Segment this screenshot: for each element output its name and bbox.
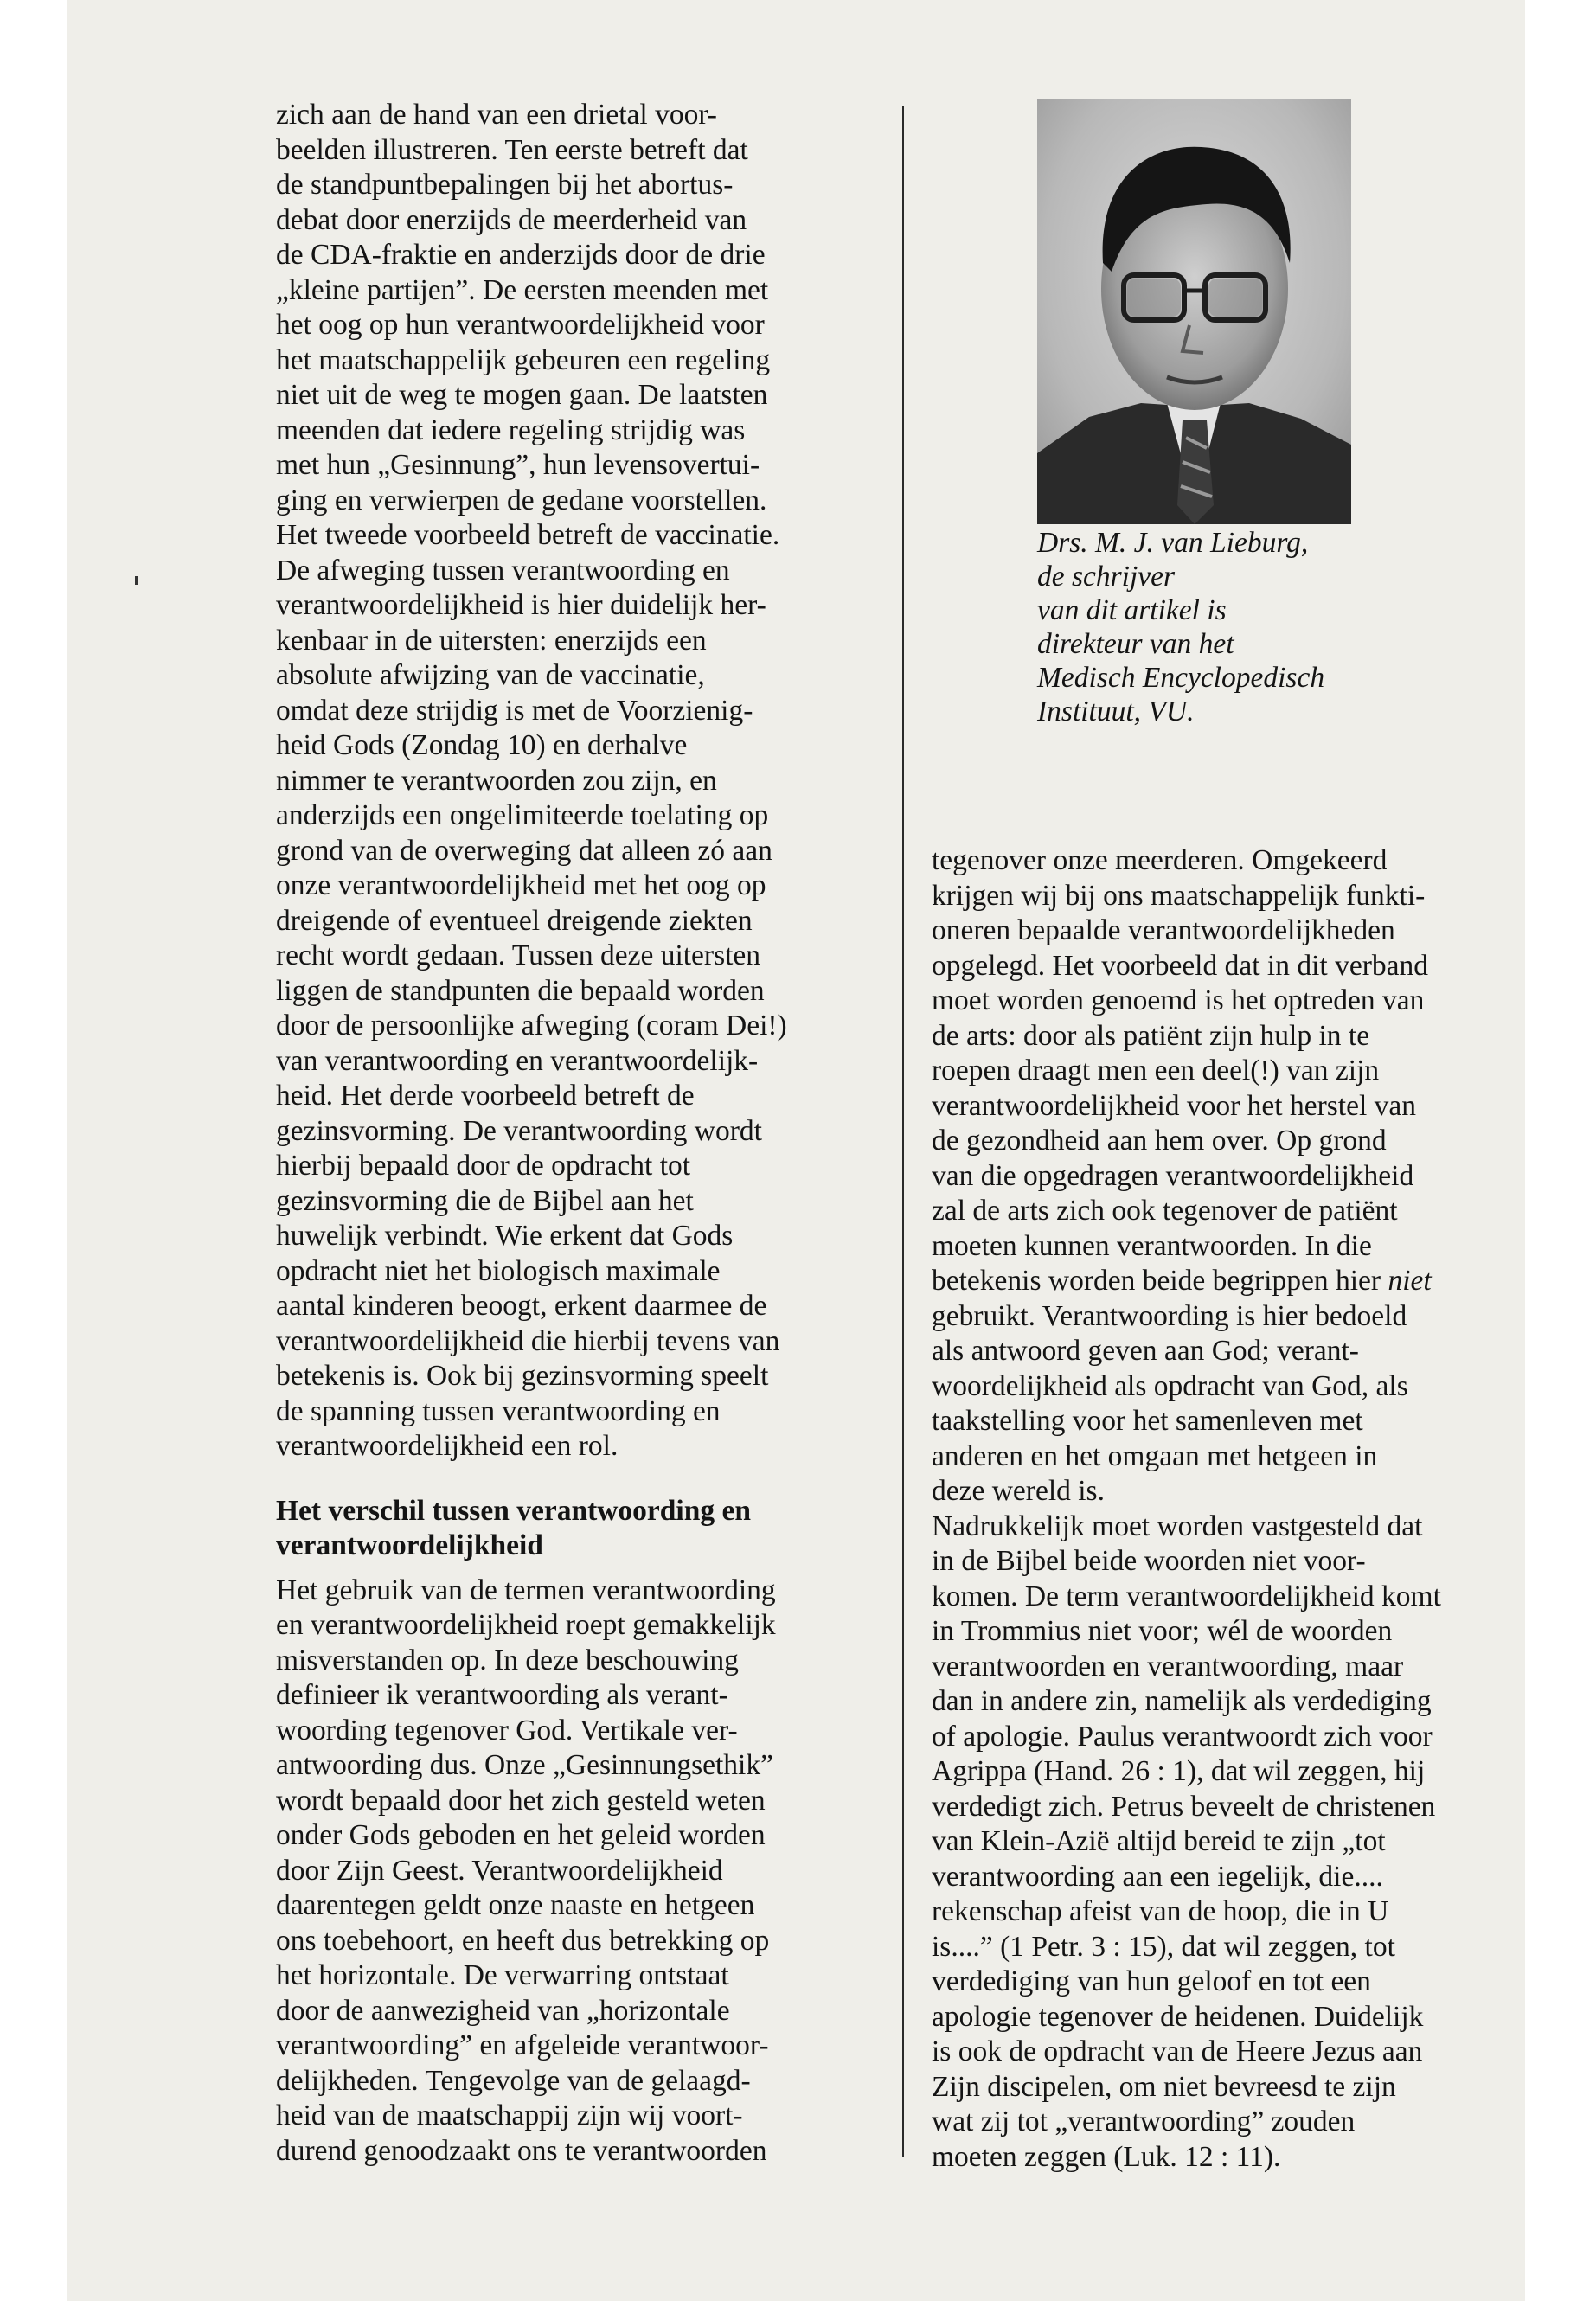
text-line: door de aanwezigheid van „horizontale	[276, 1994, 730, 2027]
text-line: opdracht niet het biologisch maximale	[276, 1254, 721, 1287]
text-line: is ook de opdracht van de Heere Jezus aan	[932, 2035, 1423, 2067]
text-line: als antwoord geven aan God; verant-	[932, 1335, 1359, 1367]
text-line: „kleine partijen”. De eersten meenden met	[276, 273, 769, 306]
text-line: Drs. M. J. van Lieburg,	[1037, 527, 1309, 559]
text-line: absolute afwijzing van de vaccinatie,	[276, 659, 705, 691]
text-line: debat door enerzijds de meerderheid van	[276, 203, 747, 236]
text-line: Het verschil tussen verantwoording en	[276, 1494, 751, 1527]
right-paragraph-bible	[932, 1509, 1554, 2176]
text-line: hierbij bepaald door de opdracht tot	[276, 1150, 691, 1182]
left-paragraph-definitions	[276, 1574, 899, 2170]
text-line: wat zij tot „verantwoording” zouden	[932, 2106, 1356, 2138]
text-line: oneren bepaalde verantwoordelijkheden	[932, 914, 1395, 946]
text-line: verantwoordelijkheid is hier duidelijk her-	[276, 589, 766, 621]
text-line: de spanning tussen verantwoording en	[276, 1394, 721, 1427]
text-line: rekenschap afeist van de hoop, die in U	[932, 1895, 1389, 1927]
text-line: moeten kunnen verantwoorden. In die	[932, 1229, 1372, 1262]
text-line: Nadrukkelijk moet worden vastgesteld dat	[932, 1509, 1423, 1542]
text-line: kenbaar in de uitersten: enerzijds een	[276, 624, 707, 657]
text-line: de arts: door als patiënt zijn hulp in te	[932, 1019, 1370, 1052]
text-line: door Zijn Geest. Verantwoordelijkheid	[276, 1854, 723, 1887]
text-line: Medisch Encyclopedisch	[1037, 662, 1325, 694]
text-line: verantwoordelijkheid	[276, 1529, 543, 1561]
text-line: is....” (1 Petr. 3 : 15), dat wil zeggen, tot	[932, 1930, 1395, 1963]
text-line: van verantwoording en verantwoordelijk-	[276, 1044, 759, 1077]
text-line: moeten zeggen (Luk. 12 : 11).	[932, 2140, 1281, 2173]
section-heading	[276, 1494, 899, 1564]
text-line: heid van de maatschappij zijn wij voort-	[276, 2099, 743, 2131]
author-portrait-photo	[1037, 99, 1351, 524]
text-line: van die opgedragen verantwoordelijkheid	[932, 1159, 1414, 1192]
text-line: onze verantwoordelijkheid met het oog op	[276, 869, 766, 901]
text-line: Agrippa (Hand. 26 : 1), dat wil zeggen, hij	[932, 1755, 1426, 1787]
text-line: beelden illustreren. Ten eerste betreft dat	[276, 133, 748, 166]
text-line: zal de arts zich ook tegenover de patiënt	[932, 1195, 1398, 1227]
text-line: verantwoording aan een iegelijk, die....	[932, 1860, 1383, 1893]
text-line: zich aan de hand van een drietal voor-	[276, 99, 717, 131]
text-line: ons toebehoort, en heeft dus betrekking op	[276, 1924, 770, 1957]
text-line: direkteur van het	[1037, 628, 1234, 660]
text-line: nimmer te verantwoorden zou zijn, en	[276, 764, 717, 797]
text-line: verdediging van hun geloof en tot een	[932, 1965, 1371, 1997]
text-line: wordt bepaald door het zich gesteld weten	[276, 1784, 766, 1817]
text-line: de schrijver	[1037, 561, 1176, 593]
text-line: krijgen wij bij ons maatschappelijk funkti-	[932, 879, 1426, 912]
text-line: het maatschappelijk gebeuren een regeling	[276, 343, 771, 376]
text-line: taakstelling voor het samenleven met	[932, 1405, 1363, 1437]
text-line: verantwoordelijkheid een rol.	[276, 1430, 619, 1462]
text-line: ging en verwierpen de gedane voorstellen.	[276, 484, 767, 516]
text-line: verantwoordelijkheid voor het herstel van	[932, 1089, 1417, 1122]
text-line: dan in andere zin, namelijk als verdediging	[932, 1685, 1432, 1717]
text-line: van dit artikel is	[1037, 594, 1227, 626]
text-line: met hun „Gesinnung”, hun levensovertui-	[276, 449, 760, 481]
text-line: misverstanden op. In deze beschouwing	[276, 1644, 739, 1676]
scanned-page	[67, 0, 1525, 2301]
text-line: tegenover onze meerderen. Omgekeerd	[932, 844, 1388, 876]
right-paragraph-arts-lines-cont	[932, 1299, 1554, 1509]
text-line: verantwoordelijkheid die hierbij tevens van	[276, 1324, 780, 1357]
text-line: woordelijkheid als opdracht van God, als	[932, 1369, 1408, 1402]
text-line: het horizontale. De verwarring ontstaat	[276, 1959, 729, 1991]
text-line: De afweging tussen verantwoording en	[276, 554, 730, 586]
right-paragraph-arts-mixed-line	[932, 1264, 1554, 1299]
text-line: apologie tegenover de heidenen. Duidelijk	[932, 2000, 1424, 2033]
text-line: de standpuntbepalingen bij het abortus-	[276, 169, 734, 201]
text-line: in de Bijbel beide woorden niet voor-	[932, 1545, 1366, 1577]
text-line: Zijn discipelen, om niet bevreesd te zijn	[932, 2070, 1396, 2103]
text-line: omdat deze strijdig is met de Voorzienig-	[276, 694, 753, 727]
column-divider	[902, 106, 904, 2157]
text-line: liggen de standpunten die bepaald worden	[276, 974, 765, 1007]
text-line: aantal kinderen beoogt, erkent daarmee de	[276, 1290, 767, 1322]
right-paragraph-arts	[932, 843, 1554, 1509]
text-line: definieer ik verantwoording als verant-	[276, 1679, 728, 1711]
left-paragraph-examples	[276, 98, 899, 1465]
text-line: en verantwoordelijkheid roept gemakkelijk	[276, 1609, 776, 1641]
text-line: anderzijds een ongelimiteerde toelating op	[276, 799, 769, 831]
right-column	[932, 843, 1554, 2175]
text-line: delijkheden. Tengevolge van de gelaagd-	[276, 2064, 751, 2097]
text-line: de CDA-fraktie en anderzijds door de drie	[276, 239, 766, 271]
text-line: gezinsvorming. De verantwoording wordt	[276, 1114, 762, 1147]
text-line: komen. De term verantwoordelijkheid komt	[932, 1580, 1441, 1612]
text-line: recht wordt gedaan. Tussen deze uitersten	[276, 939, 761, 971]
text-line: heid Gods (Zondag 10) en derhalve	[276, 729, 688, 761]
text-line: woording tegenover God. Vertikale ver-	[276, 1714, 738, 1747]
text-line: Het gebruik van de termen verantwoording	[276, 1574, 776, 1606]
text-line: van Klein-Azië altijd bereid te zijn „tot	[932, 1825, 1386, 1857]
text-line: heid. Het derde voorbeeld betreft de	[276, 1080, 695, 1112]
text-line: roepen draagt men een deel(!) van zijn	[932, 1054, 1380, 1086]
text-line: verdedigt zich. Petrus beveelt de christenen	[932, 1790, 1436, 1823]
mixed-line-text: betekenis worden beide begrippen hier	[932, 1265, 1388, 1297]
text-line: het oog op hun verantwoordelijkheid voor	[276, 309, 765, 341]
text-line: door de persoonlijke afweging (coram Dei!)	[276, 1009, 787, 1042]
text-line: de gezondheid aan hem over. Op grond	[932, 1125, 1387, 1157]
text-line: verantwoording” en afgeleide verantwoor-	[276, 2029, 769, 2061]
text-line: grond van de overweging dat alleen zó aan	[276, 834, 772, 867]
text-line: in Trommius niet voor; wél de woorden	[932, 1615, 1393, 1647]
text-line: onder Gods geboden en het geleid worden	[276, 1819, 766, 1851]
text-line: deze wereld is.	[932, 1475, 1105, 1507]
text-line: Het tweede voorbeeld betreft de vaccinatie.	[276, 519, 780, 551]
text-line: betekenis is. Ook bij gezinsvorming speelt	[276, 1360, 769, 1392]
emphasis-niet: niet	[1388, 1265, 1432, 1297]
left-column	[276, 98, 899, 2169]
text-line: huwelijk verbindt. Wie erkent dat Gods	[276, 1220, 734, 1252]
text-line: gezinsvorming die de Bijbel aan het	[276, 1184, 694, 1217]
text-line: Instituut, VU.	[1037, 695, 1195, 727]
text-line: durend genoodzaakt ons te verantwoorden	[276, 2134, 767, 2167]
text-line: daarentegen geldt onze naaste en hetgeen	[276, 1889, 755, 1921]
scan-mark	[135, 576, 138, 585]
text-line: verantwoorden en verantwoording, maar	[932, 1650, 1404, 1682]
photo-caption	[1037, 526, 1401, 728]
right-paragraph-arts-lines	[932, 843, 1554, 1264]
text-line: niet uit de weg te mogen gaan. De laatsten	[276, 379, 768, 411]
text-line: opgelegd. Het voorbeeld dat in dit verband	[932, 949, 1428, 982]
text-line: of apologie. Paulus verantwoordt zich voor	[932, 1720, 1433, 1753]
text-line: moet worden genoemd is het optreden van	[932, 984, 1425, 1016]
text-line: meenden dat iedere regeling strijdig was	[276, 413, 746, 446]
text-line: gebruikt. Verantwoording is hier bedoeld	[932, 1299, 1407, 1332]
text-line: antwoording dus. Onze „Gesinnungsethik”	[276, 1749, 773, 1781]
text-line: anderen en het omgaan met hetgeen in	[932, 1439, 1378, 1472]
text-line: dreigende of eventueel dreigende ziekten	[276, 904, 753, 937]
